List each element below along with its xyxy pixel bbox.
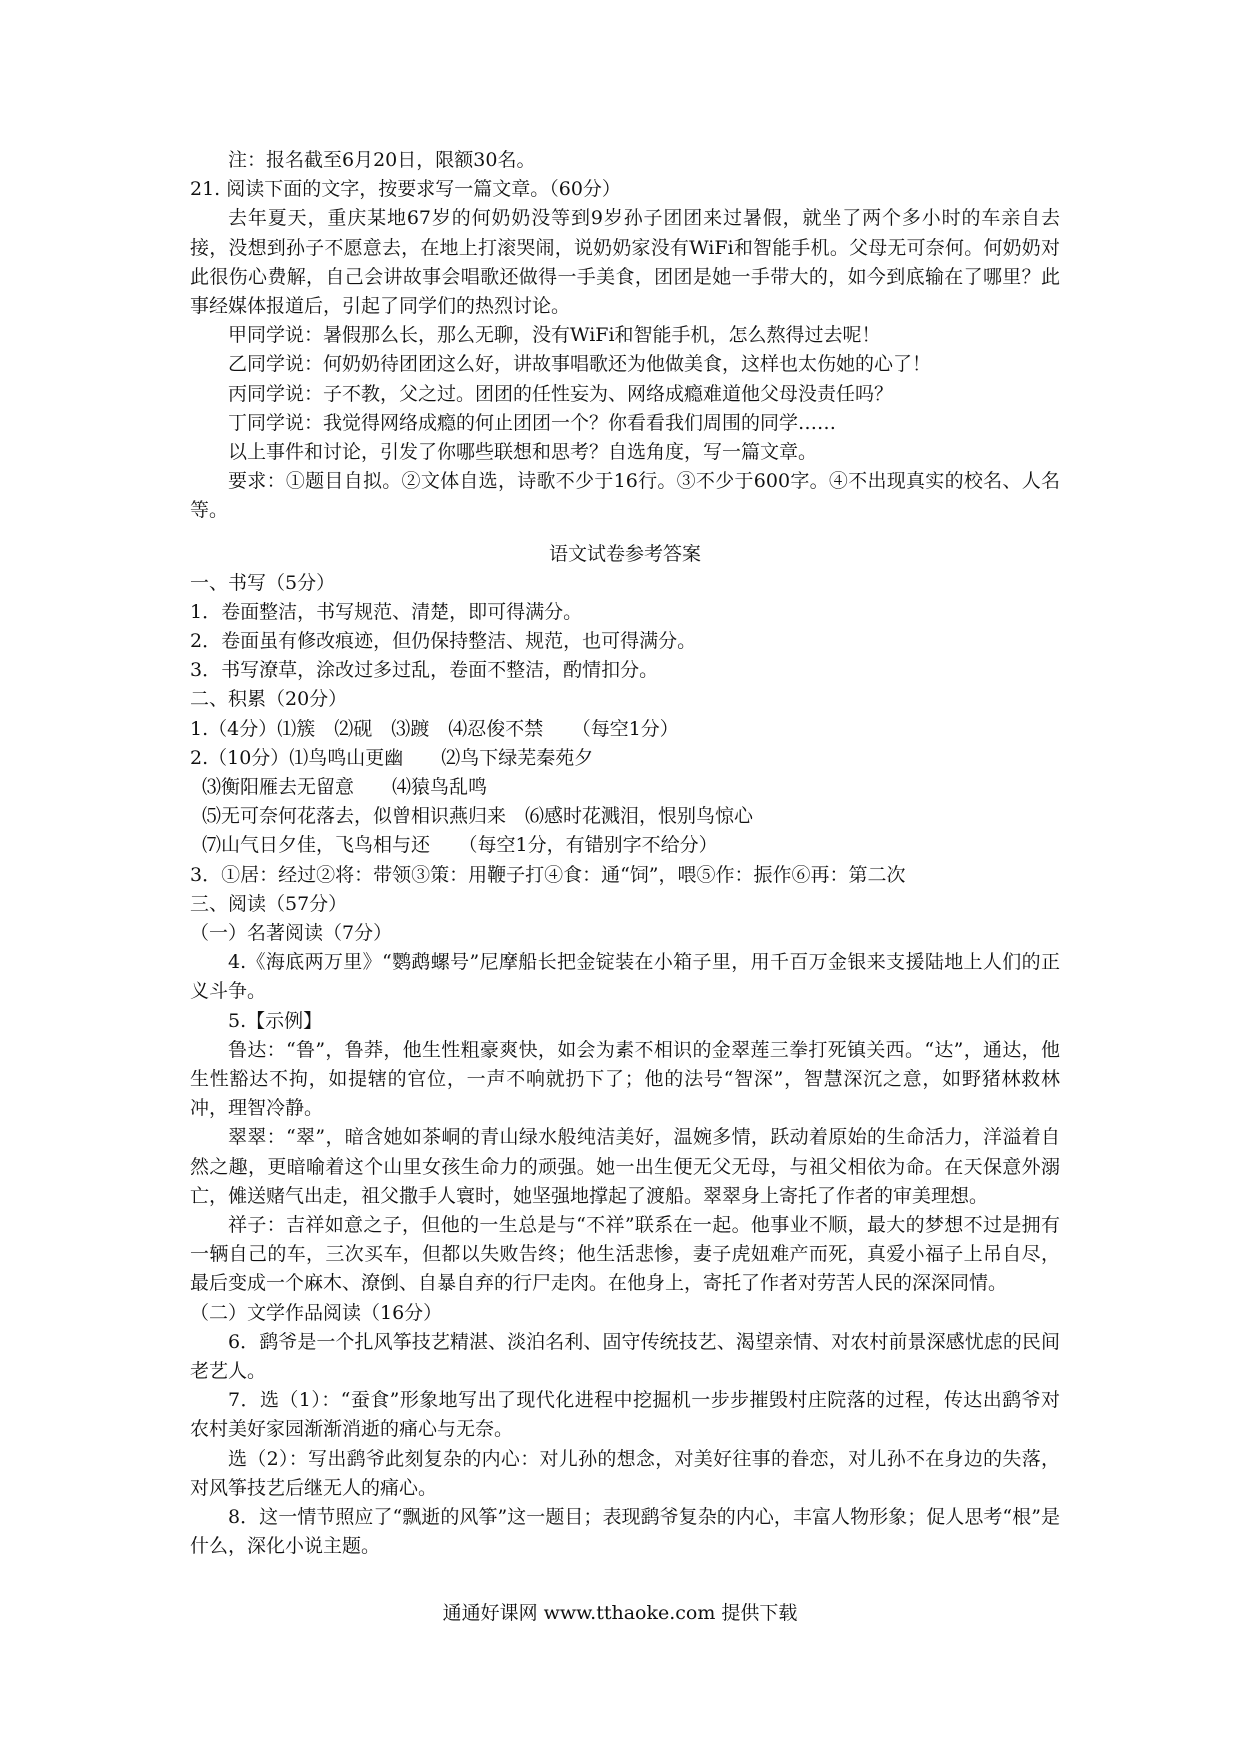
signup-notice: 注：报名截至6月20日，限额30名。 bbox=[228, 149, 536, 171]
answer-7a: 7．选（1）：“蚕食”形象地写出了现代化进程中挖掘机一步步摧毁村庄院落的过程，传达出鹞爷对农村美好家园渐渐消逝的痛心与无奈。 bbox=[190, 1389, 1060, 1441]
page-content bbox=[190, 146, 1060, 1561]
section-gap bbox=[190, 526, 1060, 540]
student-ding-comment: 丁同学说：我觉得网络成瘾的何止团团一个？你看看我们周围的同学…… bbox=[228, 411, 837, 434]
answer-5-luda: 鲁达：“鲁”，鲁莽，他生性粗豪爽快，如会为素不相识的金翠莲三拳打死镇关西。“达”，通达，他生性豁达不拘，如提辖的官位，一声不响就扔下了；他的法号“智深”，智慧深沉之意，如野猪林救林冲，理智冷静。 bbox=[190, 1038, 1060, 1120]
page-footer: 通通好课网 www.tthaoke.com 提供下载 bbox=[442, 1602, 798, 1624]
question-21-title: 21. 阅读下面的文字，按要求写一篇文章。（60分） bbox=[190, 178, 621, 201]
student-jia-comment: 甲同学说：暑假那么长，那么无聊，没有WiFi和智能手机，怎么熬得过去呢！ bbox=[228, 324, 881, 347]
subsection-literary-title: （二）文学作品阅读（16分） bbox=[190, 1301, 443, 1324]
answer-2-1: 1.（4分）⑴簇 ⑵砚 ⑶踱 ⑷忍俊不禁 （每空1分） bbox=[190, 717, 679, 740]
writing-requirements: 要求：①题目自拟。②文体自选，诗歌不少于16行。③不少于600字。④不出现真实的校名、人名等。 bbox=[190, 470, 1060, 522]
writing-criterion-3: 3．书写潦草，涂改过多过乱，卷面不整洁，酌情扣分。 bbox=[190, 659, 659, 682]
writing-criterion-2: 2．卷面虽有修改痕迹，但仍保持整洁、规范，也可得满分。 bbox=[190, 630, 697, 653]
answer-5-label: 5.【示例】 bbox=[228, 1009, 323, 1032]
answer-6: 6．鹞爷是一个扎风筝技艺精湛、淡泊名利、固守传统技艺、渴望亲情、对农村前景深感忧虑的民间老艺人。 bbox=[190, 1330, 1060, 1382]
answer-2-2d: ⑺山气日夕佳，飞鸟相与还 （每空1分，有错别字不给分） bbox=[202, 834, 718, 857]
answer-key-heading: 语文试卷参考答案 bbox=[548, 542, 701, 565]
answer-2-2b: ⑶衡阳雁去无留意 ⑷猿鸟乱鸣 bbox=[202, 776, 488, 799]
student-yi-comment: 乙同学说：何奶奶待团团这么好，讲故事唱歌还为他做美食，这样也太伤她的心了！ bbox=[228, 353, 932, 376]
section-accumulation-title: 二、积累（20分） bbox=[190, 688, 348, 711]
answer-7b: 选（2）：写出鹞爷此刻复杂的内心：对儿孙的想念，对美好往事的眷恋，对儿孙不在身边的失落，对风筝技艺后继无人的痛心。 bbox=[190, 1447, 1060, 1499]
section-reading-title: 三、阅读（57分） bbox=[190, 892, 348, 915]
answer-4: 4.《海底两万里》“鹦鹉螺号”尼摩船长把金锭装在小箱子里，用千百万金银来支援陆地上人们的正义斗争。 bbox=[190, 951, 1060, 1003]
answer-2-3: 3．①居：经过②将：带领③策：用鞭子打④食：通“饲”，喂⑤作：振作⑥再：第二次 bbox=[190, 863, 906, 886]
question-21-story: 去年夏天，重庆某地67岁的何奶奶没等到9岁孙子团团来过暑假，就坐了两个多小时的车亲自去接，没想到孙子不愿意去，在地上打滚哭闹，说奶奶家没有WiFi和智能手机。父母无可奈何。何奶奶对此很伤心费解，自己会讲故事会唱歌还做得一手美食，团团是她一手带大的，如今到底输在了哪里？此事经媒体报道后，引起了同学们的热烈讨论。 bbox=[190, 207, 1060, 317]
answer-5-cuicui: 翠翠：“翠”，暗含她如茶峒的青山绿水般纯洁美好，温婉多情，跃动着原始的生命活力，洋溢着自然之趣，更暗喻着这个山里女孩生命力的顽强。她一出生便无父无母，与祖父相依为命。在天保意外溺亡，傩送赌气出走，祖父撒手人寰时，她坚强地撑起了渡船。翠翠身上寄托了作者的审美理想。 bbox=[190, 1126, 1060, 1207]
student-bing-comment: 丙同学说：子不教，父之过。团团的任性妄为、网络成瘾难道他父母没责任吗？ bbox=[228, 382, 894, 405]
answer-2-2a: 2.（10分）⑴鸟鸣山更幽 ⑵鸟下绿芜秦苑夕 bbox=[190, 746, 594, 769]
answer-5-xiangzi: 祥子：吉祥如意之子，但他的一生总是与“不祥”联系在一起。他事业不顺，最大的梦想不过是拥有一辆自己的车，三次买车，但都以失败告终；他生活悲惨，妻子虎妞难产而死，真爱小福子上吊自尽，最后变成一个麻木、潦倒、自暴自弃的行尸走肉。在他身上，寄托了作者对劳苦人民的深深同情。 bbox=[190, 1213, 1060, 1295]
section-writing-title: 一、书写（5分） bbox=[190, 571, 336, 594]
writing-prompt: 以上事件和讨论，引发了你哪些联想和思考？自选角度，写一篇文章。 bbox=[228, 440, 818, 463]
answer-8: 8．这一情节照应了“飘逝的风筝”这一题目；表现鹞爷复杂的内心，丰富人物形象；促人思考“根”是什么，深化小说主题。 bbox=[190, 1505, 1060, 1558]
answer-2-2c: ⑸无可奈何花落去，似曾相识燕归来 ⑹感时花溅泪，恨别鸟惊心 bbox=[202, 805, 754, 828]
writing-criterion-1: 1．卷面整洁，书写规范、清楚，即可得满分。 bbox=[190, 600, 583, 623]
subsection-classics-title: （一）名著阅读（7分） bbox=[190, 921, 393, 944]
